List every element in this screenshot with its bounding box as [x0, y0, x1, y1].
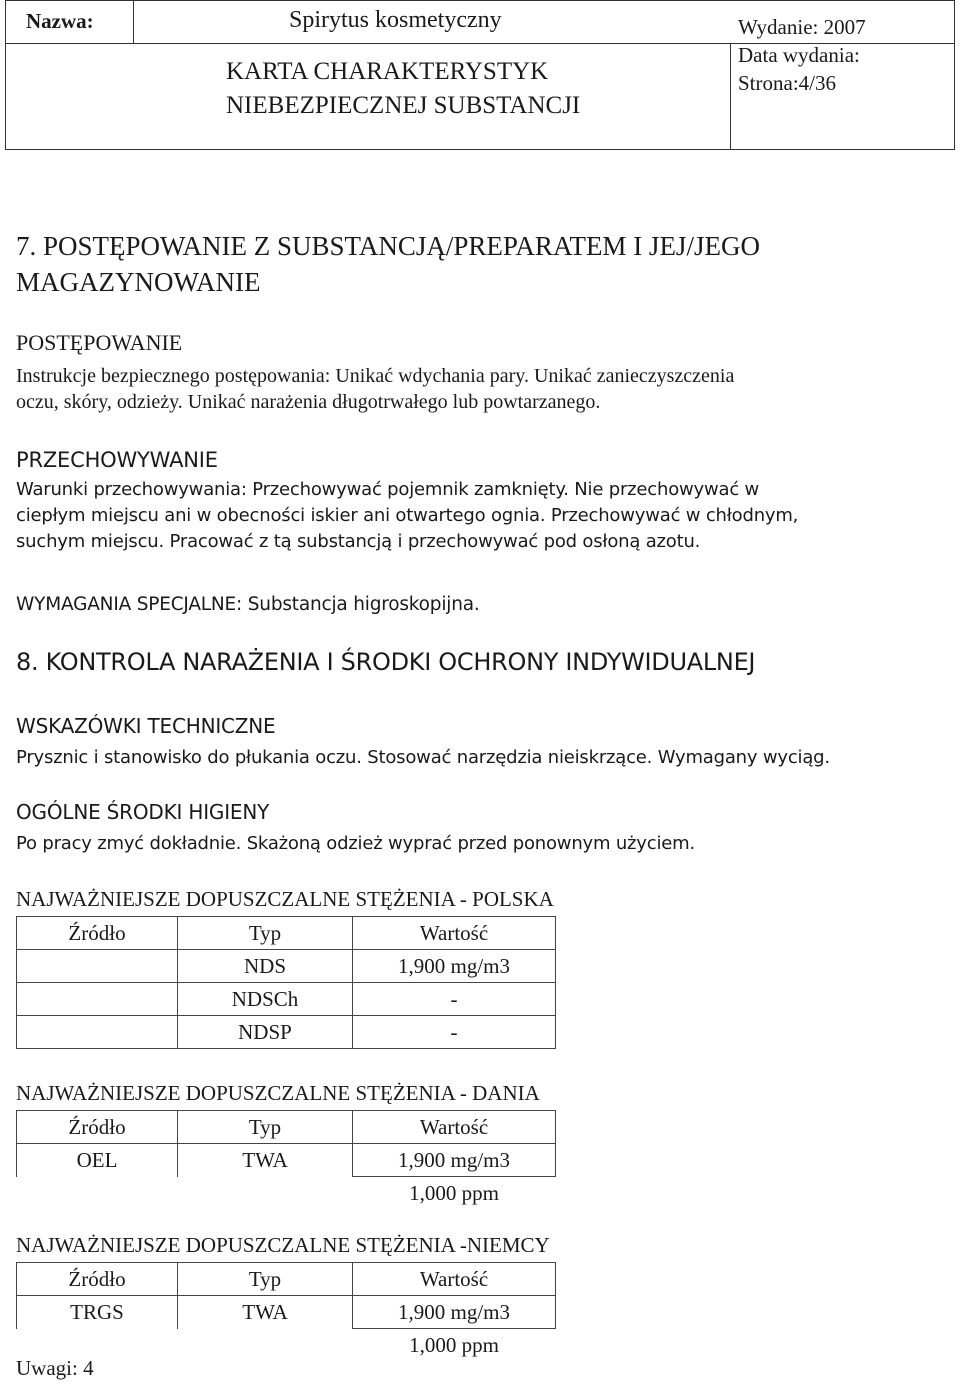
cell-type: TWA [178, 1296, 353, 1329]
storage-line1: Warunki przechowywania: Przechowywać pojemnik zamknięty. Nie przechowywać w [16, 479, 760, 500]
section7-title [16, 228, 760, 300]
section7-title-line1: 7. POSTĘPOWANIE Z SUBSTANCJĄ/PREPARATEM I JEJ/JEGO [16, 231, 760, 261]
edition: Wydanie: 2007 [738, 15, 866, 39]
name-label: Nazwa: [26, 9, 94, 33]
germany-limits-title: NAJWAŻNIEJSZE DOPUSZCZALNE STĘŻENIA -NIEMCY [16, 1233, 550, 1257]
col-type: Typ [178, 1263, 353, 1296]
table-header-row [17, 1263, 556, 1296]
table-header-row [17, 1111, 556, 1144]
table-row [17, 1296, 556, 1329]
col-source: Źródło [17, 917, 178, 950]
poland-limits-title: NAJWAŻNIEJSZE DOPUSZCZALNE STĘŻENIA - POLSKA [16, 887, 554, 911]
handling-heading: POSTĘPOWANIE [16, 330, 183, 355]
table-row [17, 950, 556, 983]
handling-line2: oczu, skóry, odzieży. Unikać narażenia długotrwałego lub powtarzanego. [16, 391, 601, 413]
hygiene-heading: OGÓLNE ŚRODKI HIGIENY [16, 800, 270, 824]
col-value: Wartość [353, 1263, 556, 1296]
col-value: Wartość [353, 1111, 556, 1144]
doc-meta [738, 13, 866, 97]
document-header [5, 0, 955, 150]
cell-source [17, 950, 178, 983]
doc-title-line1: KARTA CHARAKTERYSTYK [226, 58, 549, 85]
cell-source [17, 1177, 178, 1210]
col-source: Źródło [17, 1111, 178, 1144]
doc-title-line2: NIEBEZPIECZNEJ SUBSTANCJI [226, 92, 581, 119]
issue-date: Data wydania: [738, 43, 860, 67]
cell-value: 1,000 ppm [409, 1332, 499, 1357]
cell-value: 1,900 mg/m3 [353, 1296, 556, 1329]
storage-heading: PRZECHOWYWANIE [16, 448, 218, 472]
doc-title-cell [6, 43, 731, 149]
cell-value: 1,000 ppm [409, 1180, 499, 1205]
cell-source [17, 983, 178, 1016]
cell-type: NDS [178, 950, 353, 983]
col-value: Wartość [353, 917, 556, 950]
handling-text [16, 363, 734, 415]
notes: Uwagi: 4 [16, 1356, 94, 1380]
section8-title: 8. KONTROLA NARAŻENIA I ŚRODKI OCHRONY INDYWIDUALNEJ [16, 648, 756, 676]
storage-text [16, 477, 798, 555]
table-header-row [17, 917, 556, 950]
denmark-limits-table [16, 1110, 556, 1209]
cell-source [17, 1016, 178, 1049]
cell-type [178, 1177, 353, 1210]
hygiene-text: Po pracy zmyć dokładnie. Skażoną odzież wyprać przed ponownym użyciem. [16, 833, 695, 854]
poland-limits-table [16, 916, 556, 1049]
col-source: Źródło [17, 1263, 178, 1296]
cell-type: TWA [178, 1144, 353, 1177]
cell-source: OEL [17, 1144, 178, 1177]
section7-title-line2: MAGAZYNOWANIE [16, 267, 261, 297]
handling-line1: Instrukcje bezpiecznego postępowania: Unikać wdychania pary. Unikać zanieczyszczenia [16, 365, 735, 387]
table-row [17, 1177, 556, 1210]
cell-type: NDSP [178, 1016, 353, 1049]
doc-title [226, 55, 580, 123]
cell-value: 1,900 mg/m3 [353, 950, 556, 983]
table-row [17, 983, 556, 1016]
technical-text: Prysznic i stanowisko do płukania oczu. Stosować narzędzia nieiskrzące. Wymagany wyciąg. [16, 747, 830, 768]
col-type: Typ [178, 917, 353, 950]
denmark-limits-title: NAJWAŻNIEJSZE DOPUSZCZALNE STĘŻENIA - DANIA [16, 1081, 540, 1105]
special-requirements: WYMAGANIA SPECJALNE: Substancja higroskopijna. [16, 594, 480, 615]
cell-type [178, 1329, 353, 1362]
name-label-cell [6, 1, 134, 43]
product-name: Spirytus kosmetyczny [289, 7, 502, 33]
table-row [17, 1144, 556, 1177]
cell-value: 1,900 mg/m3 [353, 1144, 556, 1177]
cell-type: NDSCh [178, 983, 353, 1016]
cell-value: - [353, 983, 556, 1016]
table-row [17, 1016, 556, 1049]
storage-line2: ciepłym miejscu ani w obecności iskier ani otwartego ognia. Przechowywać w chłodnym, [16, 505, 799, 526]
page-number: Strona:4/36 [738, 71, 836, 95]
table-row [17, 1329, 556, 1362]
col-type: Typ [178, 1111, 353, 1144]
cell-source: TRGS [17, 1296, 178, 1329]
cell-value: - [353, 1016, 556, 1049]
technical-heading: WSKAZÓWKI TECHNICZNE [16, 714, 276, 738]
storage-line3: suchym miejscu. Pracować z tą substancją i przechowywać pod osłoną azotu. [16, 531, 701, 552]
germany-limits-table [16, 1262, 556, 1361]
